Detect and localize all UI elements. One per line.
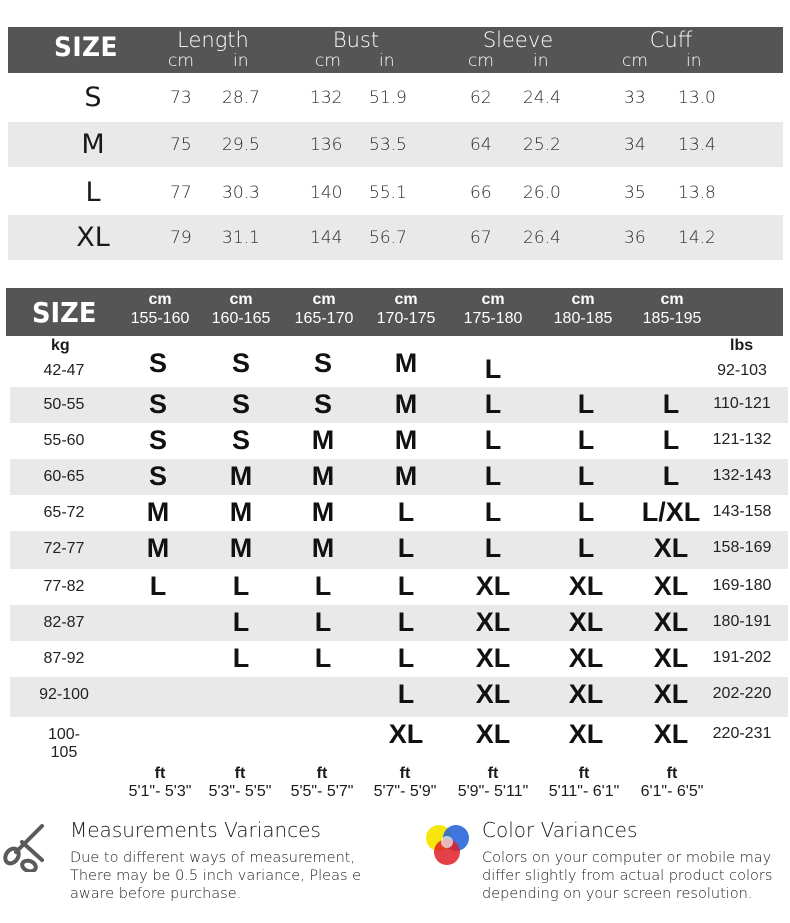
bust-in-cell: 55.1 <box>369 183 407 203</box>
size-chart-row <box>10 459 788 495</box>
bust-cm-unit: cm <box>315 51 341 71</box>
height-ft-range: 5'5"- 5'7" <box>290 783 354 800</box>
recommended-size-cell: L <box>484 425 502 455</box>
recommended-size-cell: L <box>397 533 415 563</box>
weight-lbs-cell: 180-191 <box>712 613 772 630</box>
cuff-cm-unit: cm <box>622 51 648 71</box>
cuff-in-unit: in <box>686 51 702 71</box>
weight-lbs-cell: 158-169 <box>712 539 772 556</box>
weight-lbs-cell: 92-103 <box>717 362 767 379</box>
recommended-size-cell: M <box>311 461 335 491</box>
recommended-size-cell: XL <box>568 679 604 709</box>
height-column-3 <box>282 290 366 328</box>
height-ft-column <box>278 765 366 801</box>
measurement-row-l <box>8 170 783 215</box>
size-chart-row <box>10 605 788 641</box>
cm-unit: cm <box>229 291 253 308</box>
recommended-size-cell: L <box>577 497 595 527</box>
ft-unit: ft <box>666 765 678 782</box>
recommended-size-cell: L <box>149 571 167 601</box>
bust-cm-cell: 140 <box>310 183 343 203</box>
size-heading: SIZE <box>54 32 118 63</box>
cuff-cm-cell: 35 <box>624 183 646 203</box>
length-cm-cell: 77 <box>170 183 192 203</box>
recommended-size-cell: L/XL <box>641 497 701 527</box>
recommended-size-cell: M <box>311 533 335 563</box>
recommended-size-cell: L <box>577 461 595 491</box>
recommended-size-cell: M <box>394 348 418 378</box>
weight-kg-cell: 55-60 <box>43 432 85 449</box>
cuff-label: Cuff <box>649 28 693 52</box>
height-column-1 <box>118 290 202 328</box>
recommended-size-cell: L <box>397 571 415 601</box>
weight-kg-cell: 42-47 <box>43 362 85 379</box>
size-chart-row <box>10 531 788 569</box>
sleeve-in-unit: in <box>533 51 549 71</box>
recommended-size-cell: XL <box>568 719 604 749</box>
recommended-size-cell: S <box>148 461 167 491</box>
cm-unit: cm <box>571 291 595 308</box>
length-in-unit: in <box>233 51 249 71</box>
measurement-note-title: Measurements Variances <box>70 818 321 842</box>
recommended-size-cell: L <box>232 643 250 673</box>
height-ft-range: 5'3"- 5'5" <box>208 783 272 800</box>
height-range: 185-195 <box>642 310 702 327</box>
bust-cm-cell: 136 <box>310 135 343 155</box>
weight-lbs-cell: 220-231 <box>712 725 772 742</box>
cuff-cm-cell: 33 <box>624 88 646 108</box>
weight-lbs-cell: 191-202 <box>712 649 772 666</box>
size-cell: L <box>85 177 101 208</box>
ft-unit: ft <box>399 765 411 782</box>
height-column-5 <box>451 290 535 328</box>
size-chart-row <box>10 387 788 423</box>
lbs-unit-label: lbs <box>730 337 754 354</box>
color-note-line: depending on your screen resolution. <box>482 886 753 902</box>
recommended-size-cell: XL <box>475 679 511 709</box>
weight-kg-cell: 65-72 <box>43 504 85 521</box>
weight-kg-cell: 82-87 <box>43 614 85 631</box>
cm-unit: cm <box>481 291 505 308</box>
length-in-cell: 31.1 <box>222 228 260 248</box>
sleeve-cm-cell: 62 <box>470 88 492 108</box>
recommended-size-cell: L <box>484 354 502 384</box>
color-note-title: Color Variances <box>482 818 638 842</box>
recommended-size-cell: S <box>231 348 250 378</box>
recommended-size-cell: L <box>314 571 332 601</box>
recommended-size-cell: L <box>484 461 502 491</box>
height-ft-range: 5'7"- 5'9" <box>373 783 437 800</box>
recommended-size-cell: XL <box>475 571 511 601</box>
height-ft-range: 5'1"- 5'3" <box>128 783 192 800</box>
recommended-size-cell: L <box>662 425 680 455</box>
color-circles-icon <box>422 820 474 870</box>
height-range: 160-165 <box>211 310 271 327</box>
cuff-column-header <box>616 27 726 53</box>
height-ft-column <box>449 765 537 801</box>
sleeve-cm-cell: 64 <box>470 135 492 155</box>
recommended-size-cell: L <box>397 643 415 673</box>
size-chart-header <box>6 288 783 336</box>
recommended-size-cell: M <box>146 533 170 563</box>
recommended-size-cell: M <box>229 461 253 491</box>
sleeve-label: Sleeve <box>482 28 554 52</box>
height-range: 155-160 <box>130 310 190 327</box>
weight-kg-cell: 72-77 <box>43 540 85 557</box>
weight-lbs-cell: 132-143 <box>712 467 772 484</box>
size-cell: M <box>81 129 105 160</box>
recommended-size-cell: XL <box>653 533 689 563</box>
height-ft-range: 5'9"- 5'11" <box>457 783 529 800</box>
recommended-size-cell: XL <box>568 607 604 637</box>
recommended-size-cell: L <box>484 497 502 527</box>
kg-unit-label: kg <box>51 337 70 354</box>
height-column-4 <box>364 290 448 328</box>
ft-unit: ft <box>316 765 328 782</box>
recommended-size-cell: L <box>232 571 250 601</box>
height-ft-range: 6'1"- 6'5" <box>640 783 704 800</box>
recommended-size-cell: XL <box>653 571 689 601</box>
recommended-size-cell: XL <box>653 607 689 637</box>
length-label: Length <box>177 28 249 52</box>
weight-lbs-cell: 169-180 <box>712 577 772 594</box>
measurement-note-line: Due to different ways of measurement, <box>70 850 356 866</box>
size-chart-row <box>0 338 778 382</box>
weight-kg-cell: 100-105 <box>47 726 81 761</box>
height-column-2 <box>199 290 283 328</box>
recommended-size-cell: S <box>148 425 167 455</box>
measurement-row-xl <box>8 215 783 260</box>
length-cm-cell: 75 <box>170 135 192 155</box>
sleeve-cm-unit: cm <box>468 51 494 71</box>
length-column-header <box>158 27 268 53</box>
weight-kg-cell: 60-65 <box>43 468 85 485</box>
height-range: 170-175 <box>376 310 436 327</box>
recommended-size-cell: L <box>662 389 680 419</box>
recommended-size-cell: XL <box>653 643 689 673</box>
recommended-size-cell: XL <box>475 719 511 749</box>
recommended-size-cell: M <box>229 497 253 527</box>
weight-lbs-cell: 143-158 <box>712 503 772 520</box>
weight-kg-cell: 87-92 <box>43 650 85 667</box>
color-note-line: differ slightly from actual product colors <box>482 868 773 884</box>
measurement-note-line: aware before purchase. <box>70 886 242 902</box>
height-range: 175-180 <box>463 310 523 327</box>
recommended-size-cell: XL <box>475 607 511 637</box>
bust-in-cell: 56.7 <box>369 228 407 248</box>
cuff-in-cell: 14.2 <box>678 228 716 248</box>
height-column-6 <box>541 290 625 328</box>
scissors-icon <box>2 822 50 872</box>
height-ft-column <box>628 765 716 801</box>
size-chart-row <box>10 423 788 459</box>
length-cm-unit: cm <box>168 51 194 71</box>
bust-in-unit: in <box>379 51 395 71</box>
ft-unit: ft <box>487 765 499 782</box>
cm-unit: cm <box>394 291 418 308</box>
recommended-size-cell: M <box>229 533 253 563</box>
length-cm-cell: 73 <box>170 88 192 108</box>
recommended-size-cell: L <box>577 389 595 419</box>
recommended-size-cell: XL <box>475 643 511 673</box>
size-cell: XL <box>76 222 110 253</box>
recommended-size-cell: S <box>148 389 167 419</box>
recommended-size-cell: M <box>394 389 418 419</box>
recommended-size-cell: L <box>397 497 415 527</box>
sleeve-cm-cell: 66 <box>470 183 492 203</box>
recommended-size-cell: S <box>231 389 250 419</box>
height-ft-column <box>540 765 628 801</box>
height-column-7 <box>630 290 714 328</box>
sleeve-in-cell: 26.4 <box>523 228 561 248</box>
recommended-size-cell: XL <box>653 719 689 749</box>
recommended-size-cell: L <box>397 679 415 709</box>
cm-unit: cm <box>660 291 684 308</box>
weight-kg-cell: 77-82 <box>43 578 85 595</box>
recommended-size-cell: S <box>313 389 332 419</box>
measurement-note-line: There may be 0.5 inch variance, Pleas e <box>70 868 362 884</box>
sleeve-in-cell: 25.2 <box>523 135 561 155</box>
sleeve-in-cell: 26.0 <box>523 183 561 203</box>
recommended-size-cell: L <box>484 533 502 563</box>
cuff-cm-cell: 34 <box>624 135 646 155</box>
recommended-size-cell: L <box>577 533 595 563</box>
recommended-size-cell: L <box>577 425 595 455</box>
height-ft-column <box>116 765 204 801</box>
length-in-cell: 30.3 <box>222 183 260 203</box>
height-range: 165-170 <box>294 310 354 327</box>
color-note-line: Colors on your computer or mobile may <box>482 850 772 866</box>
sleeve-column-header <box>463 27 573 53</box>
recommended-size-cell: M <box>394 425 418 455</box>
sleeve-in-cell: 24.4 <box>523 88 561 108</box>
bust-in-cell: 51.9 <box>369 88 407 108</box>
recommended-size-cell: S <box>148 348 167 378</box>
size-chart-row <box>10 677 788 717</box>
recommended-size-cell: M <box>311 497 335 527</box>
recommended-size-cell: L <box>232 607 250 637</box>
recommended-size-cell: M <box>146 497 170 527</box>
cm-unit: cm <box>312 291 336 308</box>
length-in-cell: 28.7 <box>222 88 260 108</box>
measurement-row-m <box>8 122 783 167</box>
size-chart-row <box>10 495 788 531</box>
recommended-size-cell: XL <box>568 643 604 673</box>
bust-cm-cell: 144 <box>310 228 343 248</box>
sleeve-cm-cell: 67 <box>470 228 492 248</box>
size-cell: S <box>84 82 102 113</box>
ft-unit: ft <box>234 765 246 782</box>
cm-unit: cm <box>148 291 172 308</box>
bust-in-cell: 53.5 <box>369 135 407 155</box>
recommended-size-cell: XL <box>568 571 604 601</box>
bust-label: Bust <box>332 28 380 52</box>
weight-kg-cell: 92-100 <box>39 686 89 703</box>
height-range: 180-185 <box>553 310 613 327</box>
bust-column-header <box>301 27 411 53</box>
bust-cm-cell: 132 <box>310 88 343 108</box>
ft-unit: ft <box>578 765 590 782</box>
size-heading: SIZE <box>32 296 97 329</box>
length-in-cell: 29.5 <box>222 135 260 155</box>
measurement-table-header <box>8 27 783 73</box>
length-cm-cell: 79 <box>170 228 192 248</box>
recommended-size-cell: XL <box>653 679 689 709</box>
height-ft-range: 5'11"- 6'1" <box>548 783 620 800</box>
recommended-size-cell: S <box>313 348 332 378</box>
cuff-in-cell: 13.8 <box>678 183 716 203</box>
color-note-body <box>482 849 772 903</box>
weight-lbs-cell: 110-121 <box>713 395 771 412</box>
height-ft-column <box>196 765 284 801</box>
cuff-in-cell: 13.0 <box>678 88 716 108</box>
weight-lbs-cell: 121-132 <box>712 431 772 448</box>
recommended-size-cell: XL <box>388 719 424 749</box>
recommended-size-cell: L <box>314 643 332 673</box>
height-ft-column <box>361 765 449 801</box>
ft-unit: ft <box>154 765 166 782</box>
recommended-size-cell: L <box>397 607 415 637</box>
weight-kg-cell: 50-55 <box>43 396 85 413</box>
recommended-size-cell: L <box>662 461 680 491</box>
size-chart-row <box>10 717 788 761</box>
size-chart-row <box>10 641 788 677</box>
cuff-cm-cell: 36 <box>624 228 646 248</box>
cuff-in-cell: 13.4 <box>678 135 716 155</box>
recommended-size-cell: M <box>311 425 335 455</box>
recommended-size-cell: L <box>484 389 502 419</box>
recommended-size-cell: L <box>314 607 332 637</box>
recommended-size-cell: M <box>394 461 418 491</box>
measurement-note-body <box>70 849 361 903</box>
weight-lbs-cell: 202-220 <box>712 685 772 702</box>
size-chart-row <box>10 569 788 605</box>
recommended-size-cell: S <box>231 425 250 455</box>
measurement-row-s <box>8 75 783 120</box>
